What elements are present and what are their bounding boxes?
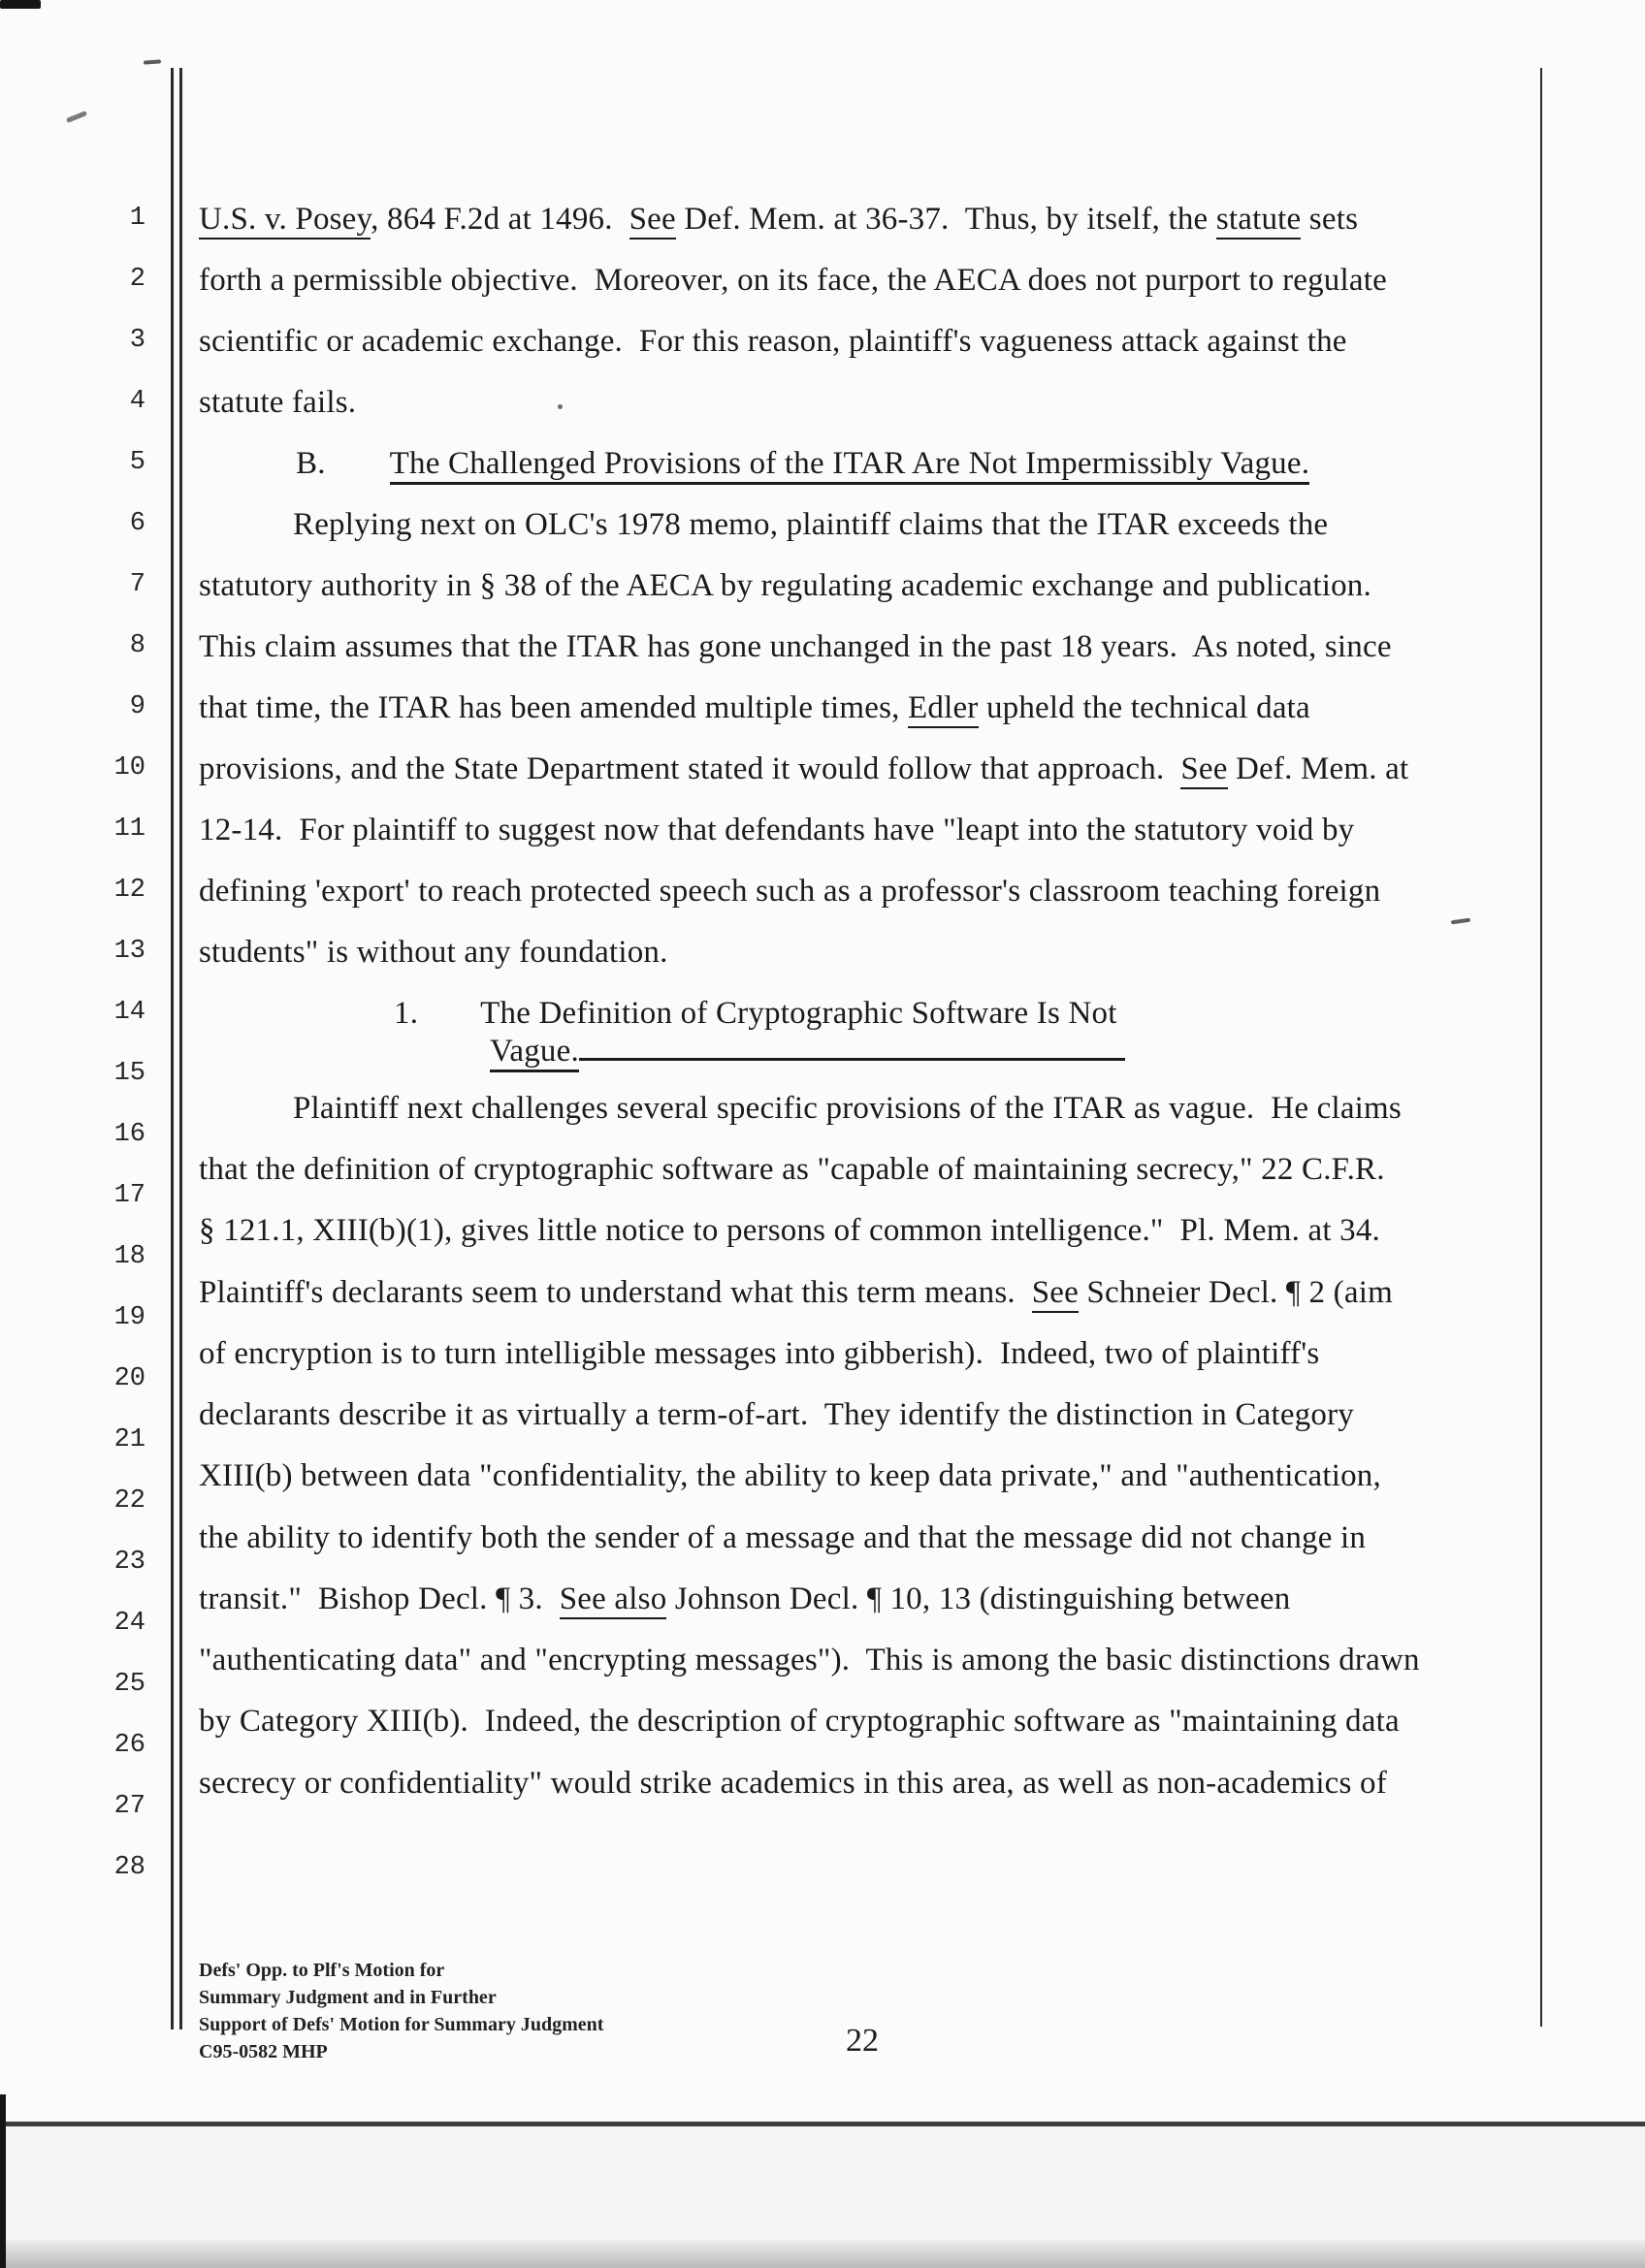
line-number: 9 [129, 692, 145, 721]
document-line [199, 1334, 1319, 1373]
document-line [199, 1580, 1290, 1618]
scanned-page-left-edge [0, 2094, 6, 2268]
line-number: 23 [113, 1548, 145, 1577]
text-segment: 12-14. For plaintiff to suggest now that defendants have "leapt into the statutory void by [199, 813, 1355, 847]
document-line [199, 322, 1347, 361]
line-number: 18 [113, 1242, 145, 1271]
line-number: 6 [129, 509, 145, 538]
document-line [199, 261, 1387, 300]
text-segment: XIII(b) between data "confidentiality, the ability to keep data private," and "authentication, [199, 1458, 1381, 1493]
line-number: 3 [129, 326, 145, 355]
document-line [394, 994, 1117, 1033]
text-segment: Johnson Decl. ¶ 10, 13 (distinguishing between [666, 1581, 1291, 1616]
document-line [199, 750, 1408, 788]
document-line [199, 627, 1392, 666]
line-number: 17 [113, 1181, 145, 1210]
text-segment: upheld the technical data [978, 690, 1310, 725]
document-line [199, 566, 1371, 605]
text-segment: secrecy or confidentiality" would strike academics in this area, as well as non-academics of [199, 1766, 1387, 1801]
text-segment: provisions, and the State Department stated it would follow that approach. [199, 751, 1181, 786]
document-line [199, 811, 1354, 849]
scanner-background-shadow [0, 2240, 1645, 2268]
line-number: 14 [113, 998, 145, 1027]
text-segment: statute fails. [199, 385, 357, 420]
text-segment: transit." Bishop Decl. ¶ 3. [199, 1581, 560, 1616]
document-line [199, 1764, 1387, 1803]
text-segment: Schneier Decl. ¶ 2 (aim [1078, 1275, 1393, 1310]
footer-line: Defs' Opp. to Plf's Motion for [199, 1960, 445, 1981]
line-number: 16 [113, 1120, 145, 1149]
text-segment: See [629, 202, 676, 240]
document-line [199, 1395, 1354, 1434]
text-segment: This claim assumes that the ITAR has gone unchanged in the past 18 years. As noted, since [199, 629, 1392, 664]
text-segment: § 121.1, XIII(b)(1), gives little notice to persons of common intelligence." Pl. Mem. at 34. [199, 1213, 1380, 1248]
line-number: 10 [113, 753, 145, 783]
text-segment: that the definition of cryptographic software as "capable of maintaining secrecy," 22 C.F.R. [199, 1152, 1385, 1187]
document-line [293, 1089, 1402, 1128]
text-segment: that time, the ITAR has been amended multiple times, [199, 690, 909, 725]
document-line [199, 1273, 1393, 1312]
document-line [199, 933, 668, 972]
document-line [199, 688, 1310, 727]
line-number: 7 [129, 570, 145, 599]
text-segment: defining 'export' to reach protected speech such as a professor's classroom teaching foreign [199, 874, 1381, 909]
scan-artifact [144, 59, 161, 64]
document-line [199, 1211, 1380, 1250]
document-line [199, 1641, 1420, 1679]
text-segment: , 864 F.2d at 1496. [371, 202, 629, 237]
document-line [296, 444, 1309, 483]
text-segment: Vague. [490, 1034, 579, 1072]
text-segment: statute [1216, 202, 1302, 240]
line-number: 21 [113, 1425, 145, 1454]
line-number: 26 [113, 1731, 145, 1760]
document-line [199, 1702, 1400, 1741]
page-number: 22 [846, 2023, 879, 2059]
line-number: 8 [129, 631, 145, 660]
text-segment: scientific or academic exchange. For this reason, plaintiff's vagueness attack against the [199, 324, 1347, 359]
text-segment: "authenticating data" and "encrypting messages"). This is among the basic distinctions drawn [199, 1643, 1420, 1677]
text-segment: sets [1301, 202, 1359, 237]
text-segment: by Category XIII(b). Indeed, the description of cryptographic software as "maintaining data [199, 1704, 1400, 1739]
document-line [199, 872, 1380, 910]
line-number: 28 [113, 1853, 145, 1882]
pleading-right-rule [1540, 68, 1542, 2027]
text-segment: of encryption is to turn intelligible messages into gibberish). Indeed, two of plaintiff's [199, 1336, 1320, 1371]
line-number: 25 [113, 1670, 145, 1699]
text-segment: Def. Mem. at [1227, 751, 1409, 786]
line-number: 12 [113, 876, 145, 905]
footer-line: Support of Defs' Motion for Summary Judgment [199, 2014, 604, 2035]
document-line [199, 1456, 1381, 1495]
line-number: 19 [113, 1303, 145, 1332]
document-line [293, 505, 1328, 544]
scan-artifact [0, 0, 41, 9]
line-number: 1 [129, 204, 145, 233]
line-number: 5 [129, 448, 145, 477]
text-segment: B. [296, 446, 326, 481]
text-segment: See [1032, 1275, 1079, 1313]
line-number: 2 [129, 265, 145, 294]
text-segment: U.S. v. Posey [199, 202, 371, 240]
text-segment: See also [560, 1581, 667, 1619]
text-segment: Plaintiff next challenges several specific provisions of the ITAR as vague. He claims [293, 1091, 1402, 1126]
heading-underline-rule [579, 1028, 1125, 1061]
document-line [199, 200, 1358, 239]
footer-line: C95-0582 MHP [199, 2041, 328, 2062]
footer-line: Summary Judgment and in Further [199, 1987, 497, 2008]
document-line [199, 383, 356, 422]
text-segment: students" is without any foundation. [199, 935, 668, 970]
scan-artifact [1451, 918, 1470, 925]
text-segment: forth a permissible objective. Moreover, on its face, the AECA does not purport to regulate [199, 263, 1387, 298]
pleading-left-rule [179, 68, 182, 2029]
text-segment: The Definition of Cryptographic Software Is Not [480, 996, 1117, 1031]
line-number: 13 [113, 937, 145, 966]
line-number: 24 [113, 1609, 145, 1638]
text-segment: the ability to identify both the sender of a message and that the message did not change in [199, 1520, 1367, 1555]
line-number: 27 [113, 1792, 145, 1821]
document-line [490, 1028, 1125, 1070]
line-number: 15 [113, 1059, 145, 1088]
scan-artifact [66, 111, 87, 123]
line-number: 20 [113, 1364, 145, 1393]
document-line [199, 1518, 1366, 1557]
line-number: 11 [113, 815, 145, 844]
document-line [199, 1150, 1385, 1189]
text-segment: declarants describe it as virtually a term-of-art. They identify the distinction in Category [199, 1397, 1354, 1432]
text-segment: 1. [394, 996, 419, 1031]
text-segment: statutory authority in § 38 of the AECA by regulating academic exchange and publication. [199, 568, 1371, 603]
line-number: 22 [113, 1486, 145, 1516]
text-segment: Edler [908, 690, 978, 728]
text-segment: Plaintiff's declarants seem to understand what this term means. [199, 1275, 1032, 1310]
text-segment: Replying next on OLC's 1978 memo, plaintiff claims that the ITAR exceeds the [293, 507, 1329, 542]
pleading-left-rule [171, 68, 174, 2029]
text-segment: The Challenged Provisions of the ITAR Are Not Impermissibly Vague. [390, 446, 1309, 485]
line-number: 4 [129, 387, 145, 416]
text-segment: See [1180, 751, 1227, 789]
text-segment: Def. Mem. at 36-37. Thus, by itself, the [675, 202, 1216, 237]
scan-artifact [558, 404, 563, 409]
